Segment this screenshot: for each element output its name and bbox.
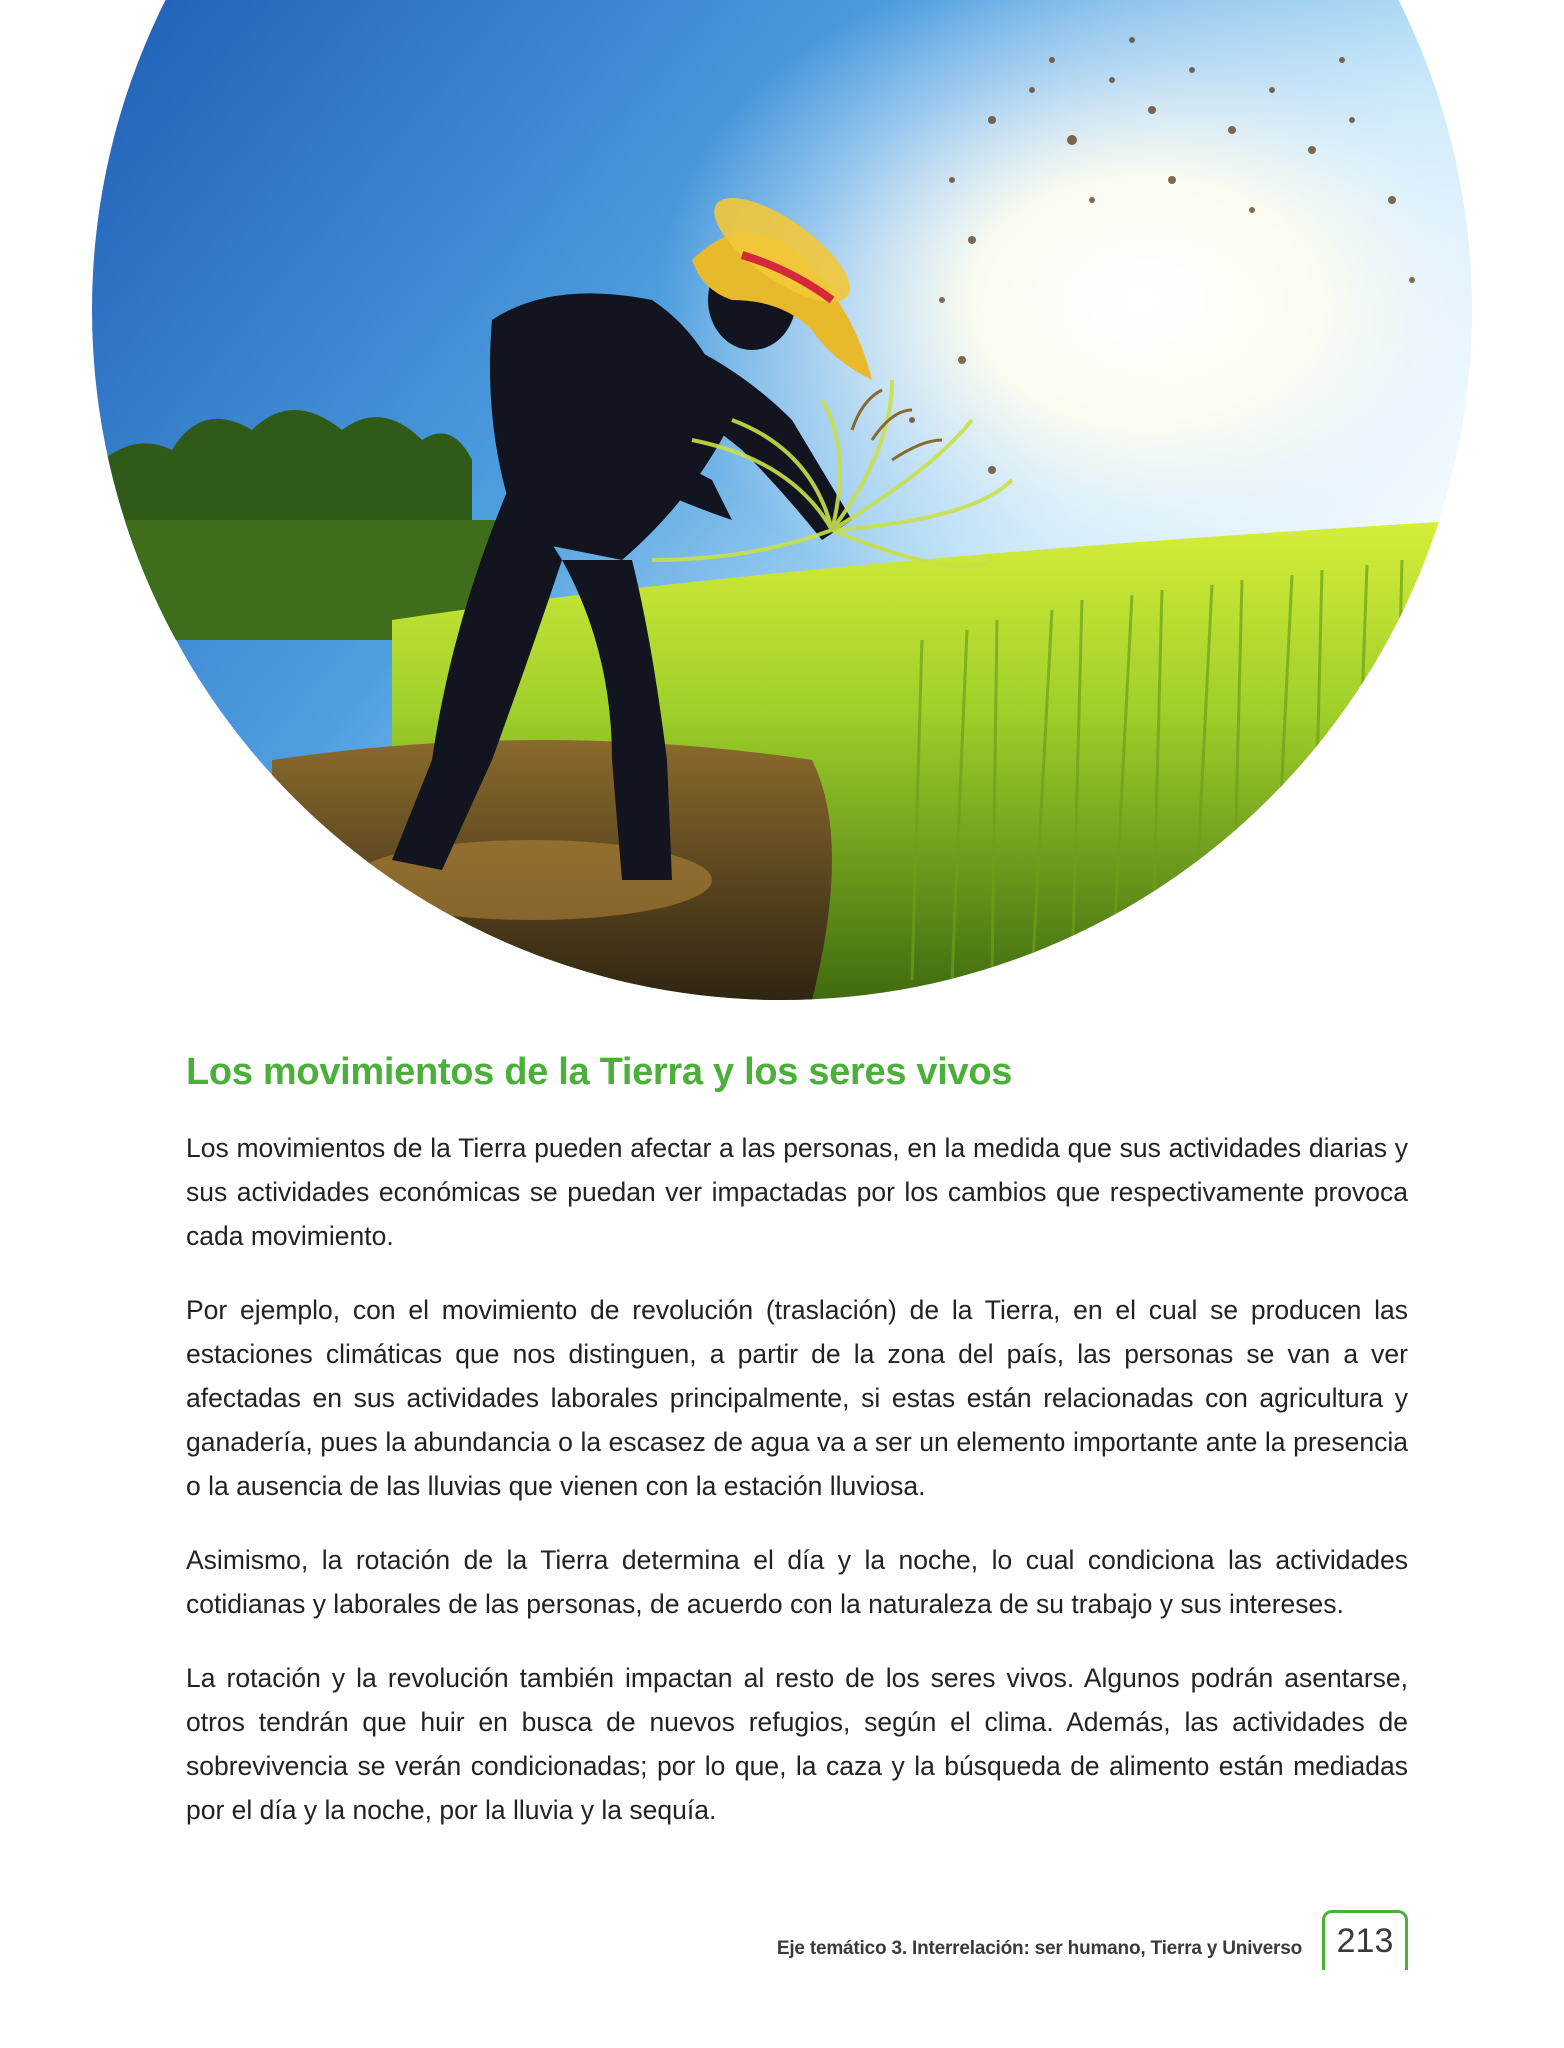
page-footer: [777, 1910, 1408, 1970]
page-number-box: [1322, 1910, 1408, 1970]
footer-section-label: Eje temático 3. Interrelación: ser humano, Tierra y Universo: [776, 1938, 1302, 1959]
page-number: 213: [1336, 1922, 1394, 1960]
paragraph-1: Los movimientos de la Tierra pueden afectar a las personas, en la medida que sus actividades diarias y sus actividades económicas se puedan ver impactadas por los cambios que respectivamente provoca cada movimiento.: [186, 1133, 1408, 1251]
paragraph-3: Asimismo, la rotación de la Tierra determina el día y la noche, lo cual condiciona las actividades cotidianas y laborales de las personas, de acuerdo con la naturaleza de su trabajo y sus intereses.: [186, 1545, 1408, 1619]
rice-farmer-photo: [92, 0, 1472, 1000]
paragraph-2: Por ejemplo, con el movimiento de revolución (traslación) de la Tierra, en el cual se producen las estaciones climáticas que nos distinguen, a partir de la zona del país, las personas se van a ver afectadas en sus actividades laborales principalmente, si estas están relacionadas con agricultura y ganadería, pues la abundancia o la escasez de agua va a ser un elemento importante ante la presencia o la ausencia de las lluvias que vienen con la estación lluviosa.: [186, 1295, 1408, 1501]
paragraph-4: La rotación y la revolución también impactan al resto de los seres vivos. Algunos podrán asentarse, otros tendrán que huir en busca de nuevos refugios, según el clima. Además, las actividades de sobrevivencia se verán condicionadas; por lo que, la caza y la búsqueda de alimento están mediadas por el día y la noche, por la lluvia y la sequía.: [186, 1663, 1408, 1825]
section-title: Los movimientos de la Tierra y los seres vivos: [186, 1051, 1013, 1093]
article: [186, 1048, 1408, 1862]
hero-image: [92, 0, 1472, 1000]
